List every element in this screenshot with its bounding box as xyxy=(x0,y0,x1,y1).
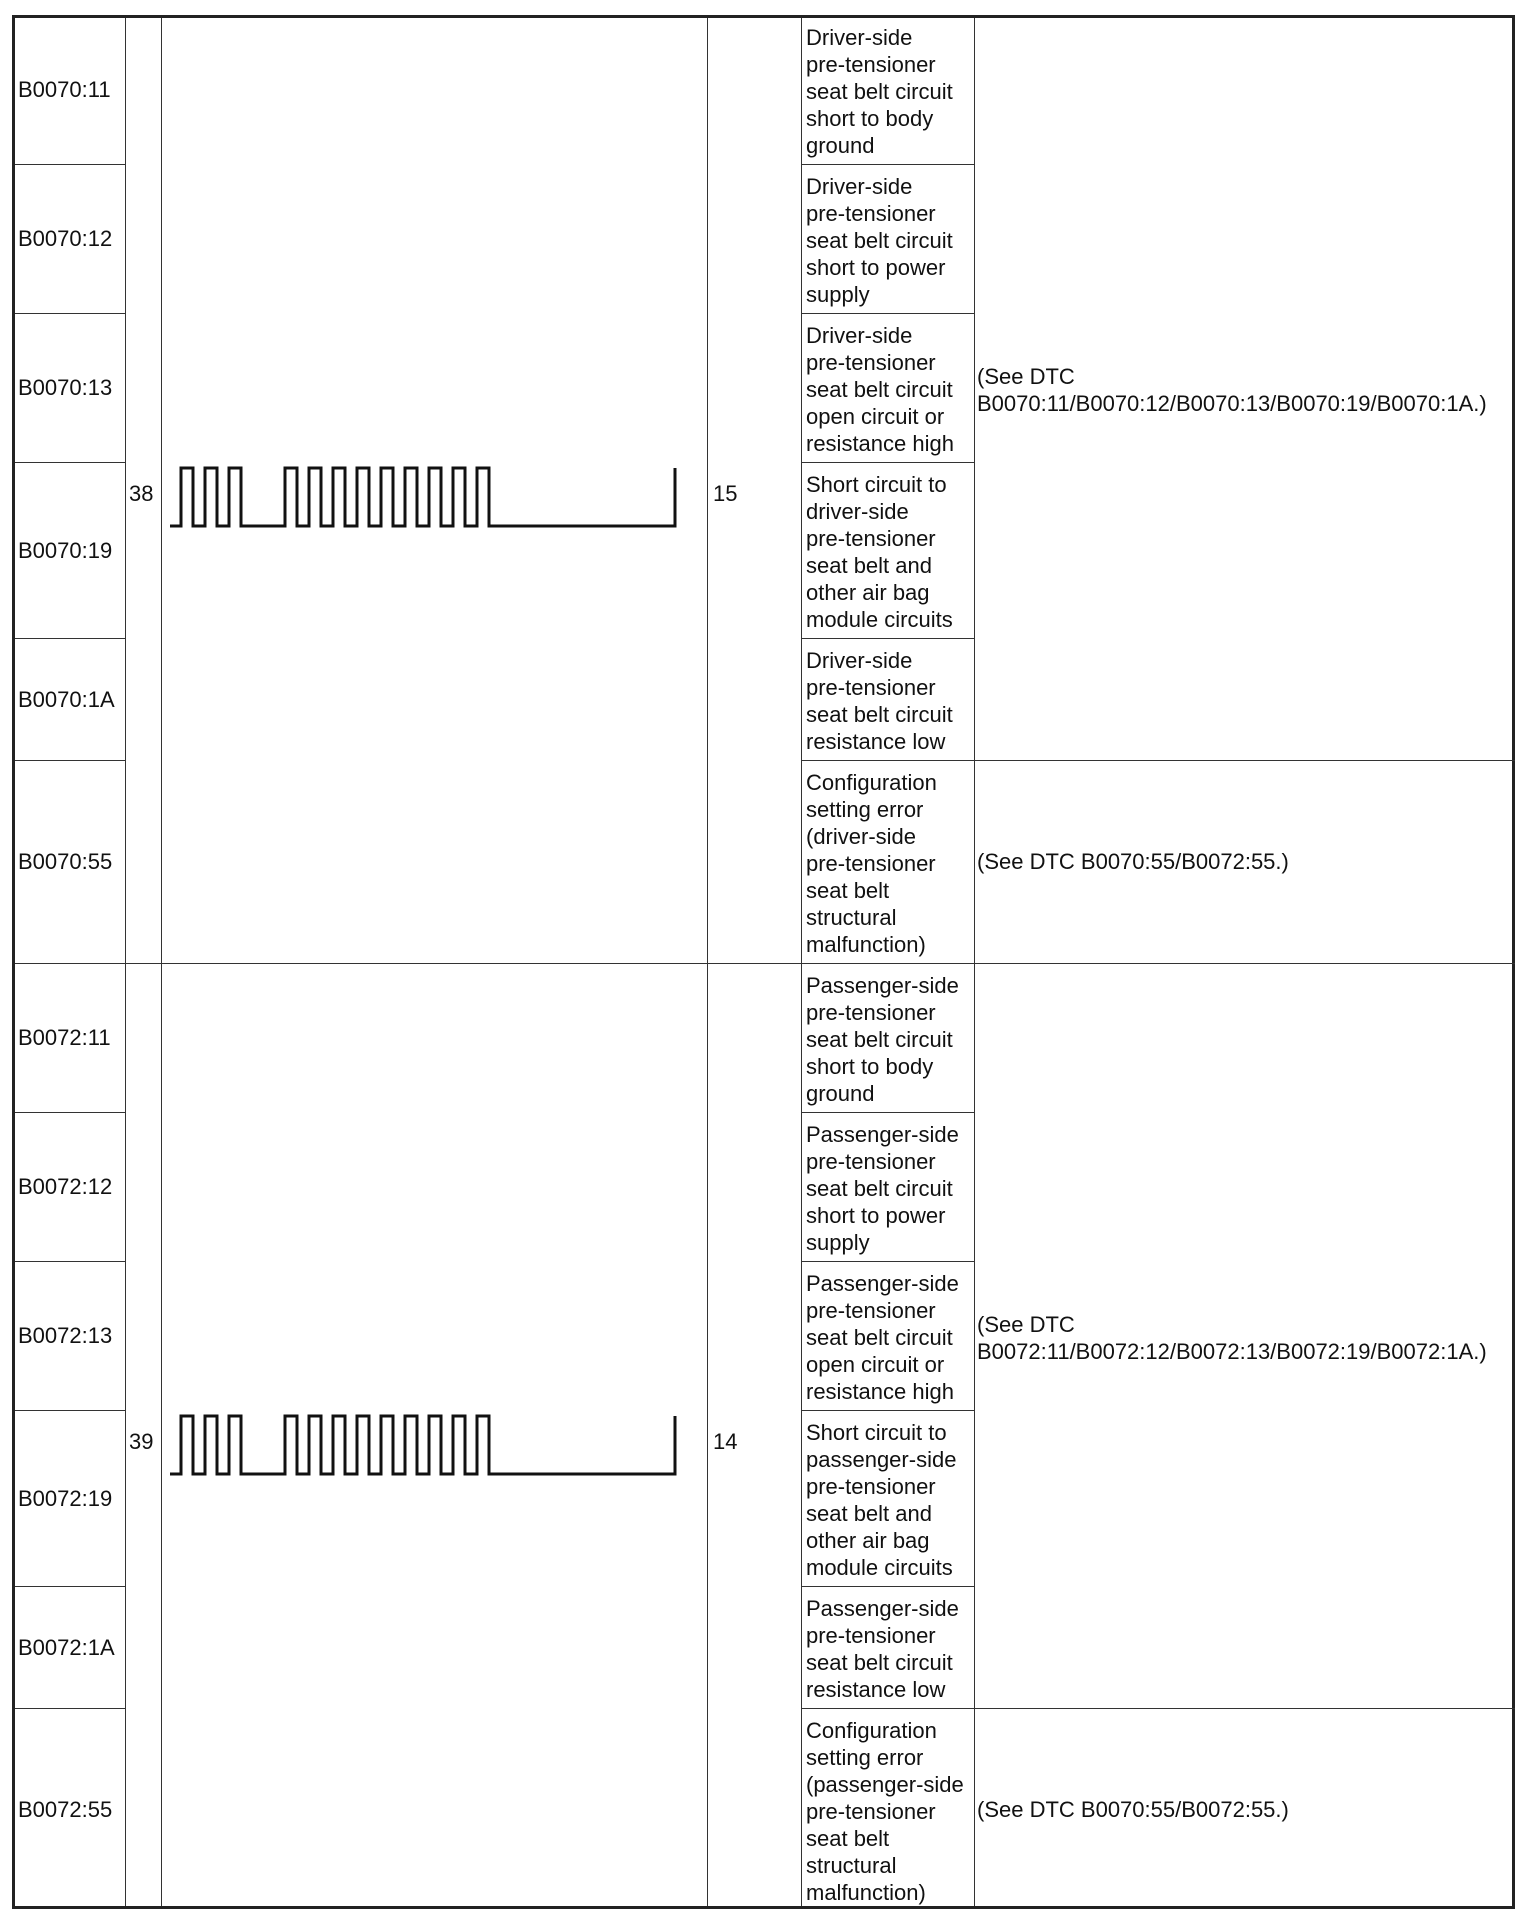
dtc-code: B0072:19 xyxy=(18,1486,113,1511)
dtc-description: Driver-side pre-tensioner seat belt circuit short to power supply xyxy=(806,174,953,307)
dtc-description: Configuration setting error (driver-side pre-tensioner seat belt structural malfunction) xyxy=(806,770,937,957)
dtc-table xyxy=(12,15,1515,1909)
row-divider xyxy=(15,1261,125,1262)
column-divider xyxy=(125,18,126,1906)
terminal-number: 38 xyxy=(129,481,154,506)
dtc-description: Driver-side pre-tensioner seat belt circuit short to body ground xyxy=(806,25,953,158)
row-divider xyxy=(15,760,125,761)
row-divider xyxy=(15,1410,125,1411)
row-divider xyxy=(15,462,125,463)
row-divider xyxy=(15,313,125,314)
dtc-code: B0072:55 xyxy=(18,1797,113,1822)
row-divider xyxy=(15,638,125,639)
dtc-description: Configuration setting error (passenger-side pre-tensioner seat belt structural malfunction) xyxy=(806,1718,964,1905)
row-divider xyxy=(801,1586,974,1587)
pulse-waveform-diagram xyxy=(165,454,685,540)
dtc-code: B0070:1A xyxy=(18,687,115,712)
dtc-description: Short circuit to driver-side pre-tensioner seat belt and other air bag module circuits xyxy=(806,472,953,632)
row-divider xyxy=(801,313,974,314)
dtc-description: Passenger-side pre-tensioner seat belt circuit short to power supply xyxy=(806,1122,959,1255)
dtc-code: B0072:1A xyxy=(18,1635,115,1660)
group-divider xyxy=(15,963,1515,964)
dtc-description: Passenger-side pre-tensioner seat belt circuit open circuit or resistance high xyxy=(806,1271,959,1404)
row-divider xyxy=(15,1112,125,1113)
reference-note: (See DTC B0070:11/B0070:12/B0070:13/B0070:19/B0070:1A.) xyxy=(977,364,1487,416)
column-divider xyxy=(707,18,708,1906)
column-divider xyxy=(801,18,802,1906)
dtc-description: Driver-side pre-tensioner seat belt circuit resistance low xyxy=(806,648,953,754)
dtc-code: B0070:55 xyxy=(18,849,113,874)
row-divider xyxy=(801,1112,974,1113)
terminal-number: 15 xyxy=(713,481,738,506)
terminal-number: 14 xyxy=(713,1429,738,1454)
row-divider xyxy=(801,1261,974,1262)
row-divider xyxy=(801,462,974,463)
row-divider xyxy=(801,164,974,165)
dtc-code: B0070:11 xyxy=(18,77,111,102)
row-divider xyxy=(801,1708,1515,1709)
dtc-code: B0072:11 xyxy=(18,1025,111,1050)
dtc-code: B0070:19 xyxy=(18,538,113,563)
reference-note: (See DTC B0072:11/B0072:12/B0072:13/B0072:19/B0072:1A.) xyxy=(977,1312,1487,1364)
dtc-code: B0070:12 xyxy=(18,226,113,251)
dtc-description: Driver-side pre-tensioner seat belt circuit open circuit or resistance high xyxy=(806,323,954,456)
reference-note: (See DTC B0070:55/B0072:55.) xyxy=(977,849,1289,874)
row-divider xyxy=(15,1708,125,1709)
row-divider xyxy=(15,164,125,165)
dtc-code: B0072:13 xyxy=(18,1323,113,1348)
pulse-waveform-diagram xyxy=(165,1402,685,1488)
row-divider xyxy=(801,638,974,639)
dtc-description: Passenger-side pre-tensioner seat belt circuit short to body ground xyxy=(806,973,959,1106)
dtc-description: Passenger-side pre-tensioner seat belt circuit resistance low xyxy=(806,1596,959,1702)
reference-note: (See DTC B0070:55/B0072:55.) xyxy=(977,1797,1289,1822)
dtc-code: B0072:12 xyxy=(18,1174,113,1199)
row-divider xyxy=(15,1586,125,1587)
dtc-description: Short circuit to passenger-side pre-tensioner seat belt and other air bag module circuits xyxy=(806,1420,957,1580)
row-divider xyxy=(801,760,1515,761)
terminal-number: 39 xyxy=(129,1429,154,1454)
dtc-code: B0070:13 xyxy=(18,375,113,400)
column-divider xyxy=(161,18,162,1906)
row-divider xyxy=(801,1410,974,1411)
